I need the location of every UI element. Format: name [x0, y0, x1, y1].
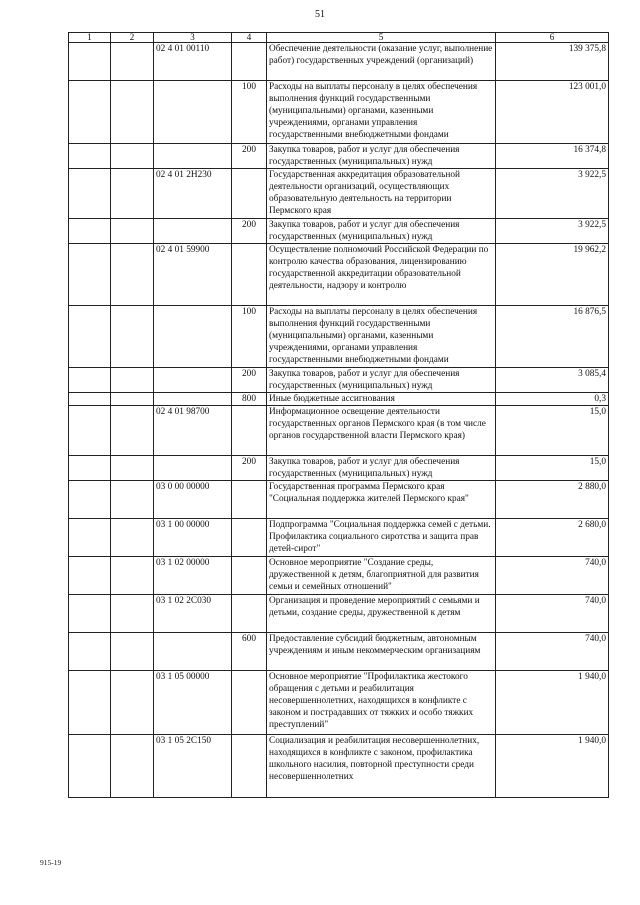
- cell-target-code: [154, 306, 232, 368]
- cell-col-1: [69, 43, 111, 81]
- cell-expense-type: [232, 43, 267, 81]
- cell-name: Расходы на выплаты персоналу в целях обеспечения выполнения функций государственными (муниципальными) органами, казенными учреждениями, органами управления государственными внебюджетными фондами: [267, 306, 496, 368]
- cell-col-1: [69, 735, 111, 798]
- cell-name: Закупка товаров, работ и услуг для обеспечения государственных (муниципальных) нужд: [267, 144, 496, 169]
- header-col-6: 6: [496, 33, 609, 43]
- cell-col-2: [111, 595, 154, 633]
- table-row: [69, 481, 609, 519]
- cell-col-2: [111, 671, 154, 735]
- header-row: [69, 33, 609, 43]
- cell-col-1: [69, 81, 111, 144]
- cell-name: Государственная аккредитация образовательной деятельности организаций, осуществляющих образовательную деятельность на территории Пермского края: [267, 169, 496, 219]
- cell-target-code: 03 0 00 00000: [154, 481, 232, 519]
- cell-amount: 1 940,0: [496, 735, 609, 798]
- cell-col-1: [69, 368, 111, 393]
- table-row: [69, 306, 609, 368]
- cell-amount: 740,0: [496, 557, 609, 595]
- table-row: [69, 393, 609, 406]
- cell-col-1: [69, 481, 111, 519]
- cell-amount: 1 940,0: [496, 671, 609, 735]
- cell-col-2: [111, 406, 154, 456]
- cell-amount: 139 375,8: [496, 43, 609, 81]
- table-row: [69, 81, 609, 144]
- cell-name: Предоставление субсидий бюджетным, автономным учреждениям и иным некоммерческим организациям: [267, 633, 496, 671]
- cell-col-2: [111, 393, 154, 406]
- cell-name: Основное мероприятие "Профилактика жестокого обращения с детьми и реабилитация несовершеннолетних, находящихся в конфликте с законом и пострадавших от тяжких и особо тяжких преступлений": [267, 671, 496, 735]
- cell-target-code: 02 4 01 2Н230: [154, 169, 232, 219]
- table-row: [69, 43, 609, 81]
- cell-col-1: [69, 633, 111, 671]
- cell-target-code: [154, 368, 232, 393]
- cell-col-2: [111, 633, 154, 671]
- cell-target-code: 02 4 01 00110: [154, 43, 232, 81]
- cell-target-code: 02 4 01 98700: [154, 406, 232, 456]
- header-col-4: 4: [232, 33, 267, 43]
- cell-expense-type: [232, 519, 267, 557]
- cell-expense-type: 100: [232, 81, 267, 144]
- cell-col-2: [111, 81, 154, 144]
- cell-col-2: [111, 456, 154, 481]
- cell-col-1: [69, 219, 111, 244]
- cell-col-2: [111, 735, 154, 798]
- cell-col-2: [111, 481, 154, 519]
- footer-code: 915-19: [40, 858, 62, 867]
- cell-name: Информационное освещение деятельности государственных органов Пермского края (в том числе органов государственной власти Пермского края): [267, 406, 496, 456]
- cell-col-1: [69, 456, 111, 481]
- table-row: [69, 633, 609, 671]
- cell-col-2: [111, 368, 154, 393]
- cell-col-1: [69, 244, 111, 306]
- cell-name: Государственная программа Пермского края "Социальная поддержка жителей Пермского края": [267, 481, 496, 519]
- cell-target-code: 02 4 01 59900: [154, 244, 232, 306]
- cell-name: Социализация и реабилитация несовершеннолетних, находящихся в конфликте с законом, профилактика школьного насилия, повторной преступности среди несовершеннолетних: [267, 735, 496, 798]
- cell-expense-type: [232, 595, 267, 633]
- table-row: [69, 456, 609, 481]
- cell-target-code: 03 1 02 00000: [154, 557, 232, 595]
- cell-amount: 15,0: [496, 406, 609, 456]
- cell-target-code: [154, 633, 232, 671]
- cell-expense-type: [232, 169, 267, 219]
- cell-col-1: [69, 406, 111, 456]
- cell-expense-type: 600: [232, 633, 267, 671]
- header-col-1: 1: [69, 33, 111, 43]
- cell-expense-type: [232, 671, 267, 735]
- cell-amount: 16 374,8: [496, 144, 609, 169]
- cell-expense-type: [232, 557, 267, 595]
- table-row: [69, 557, 609, 595]
- cell-col-2: [111, 144, 154, 169]
- cell-amount: 740,0: [496, 595, 609, 633]
- cell-col-2: [111, 169, 154, 219]
- cell-target-code: [154, 144, 232, 169]
- cell-amount: 2 880,0: [496, 481, 609, 519]
- cell-expense-type: 200: [232, 144, 267, 169]
- cell-expense-type: 200: [232, 456, 267, 481]
- cell-name: Расходы на выплаты персоналу в целях обеспечения выполнения функций государственными (муниципальными) органами, казенными учреждениями, органами управления государственными внебюджетными фондами: [267, 81, 496, 144]
- table-body: [69, 43, 609, 798]
- cell-name: Подпрограмма "Социальная поддержка семей с детьми. Профилактика социального сиротства и защита прав детей-сирот": [267, 519, 496, 557]
- cell-col-1: [69, 595, 111, 633]
- cell-amount: 16 876,5: [496, 306, 609, 368]
- cell-expense-type: [232, 406, 267, 456]
- cell-name: Основное мероприятие "Создание среды, дружественной к детям, благоприятной для развития семьи и семейных отношений": [267, 557, 496, 595]
- cell-target-code: [154, 219, 232, 244]
- cell-col-2: [111, 244, 154, 306]
- cell-col-1: [69, 144, 111, 169]
- cell-target-code: [154, 81, 232, 144]
- cell-amount: 740,0: [496, 633, 609, 671]
- cell-name: Иные бюджетные ассигнования: [267, 393, 496, 406]
- cell-name: Закупка товаров, работ и услуг для обеспечения государственных (муниципальных) нужд: [267, 368, 496, 393]
- table-row: [69, 169, 609, 219]
- cell-col-2: [111, 43, 154, 81]
- cell-col-2: [111, 557, 154, 595]
- cell-target-code: 03 1 00 00000: [154, 519, 232, 557]
- cell-target-code: 03 1 05 00000: [154, 671, 232, 735]
- cell-target-code: [154, 393, 232, 406]
- table-row: [69, 144, 609, 169]
- table-row: [69, 244, 609, 306]
- table-row: [69, 406, 609, 456]
- cell-expense-type: 200: [232, 368, 267, 393]
- cell-col-2: [111, 219, 154, 244]
- cell-col-1: [69, 557, 111, 595]
- cell-amount: 19 962,2: [496, 244, 609, 306]
- cell-amount: 0,3: [496, 393, 609, 406]
- header-col-3: 3: [154, 33, 232, 43]
- header-col-5: 5: [267, 33, 496, 43]
- cell-name: Организация и проведение мероприятий с семьями и детьми, создание среды, дружественной к детям: [267, 595, 496, 633]
- table-row: [69, 519, 609, 557]
- cell-col-1: [69, 519, 111, 557]
- cell-amount: 3 922,5: [496, 169, 609, 219]
- cell-col-1: [69, 393, 111, 406]
- cell-target-code: [154, 456, 232, 481]
- cell-amount: 3 085,4: [496, 368, 609, 393]
- cell-expense-type: [232, 244, 267, 306]
- cell-col-1: [69, 671, 111, 735]
- table-row: [69, 219, 609, 244]
- cell-col-1: [69, 169, 111, 219]
- cell-amount: 15,0: [496, 456, 609, 481]
- page-number: 51: [315, 9, 325, 20]
- cell-amount: 3 922,5: [496, 219, 609, 244]
- cell-target-code: 03 1 05 2С150: [154, 735, 232, 798]
- header-col-2: 2: [111, 33, 154, 43]
- cell-amount: 123 001,0: [496, 81, 609, 144]
- cell-col-2: [111, 519, 154, 557]
- cell-expense-type: 100: [232, 306, 267, 368]
- cell-name: Осуществление полномочий Российской Федерации по контролю качества образования, лицензированию государственной аккредитации образовательной деятельности, надзору и контролю: [267, 244, 496, 306]
- cell-expense-type: 200: [232, 219, 267, 244]
- table-row: [69, 735, 609, 798]
- cell-expense-type: 800: [232, 393, 267, 406]
- cell-name: Закупка товаров, работ и услуг для обеспечения государственных (муниципальных) нужд: [267, 219, 496, 244]
- cell-expense-type: [232, 735, 267, 798]
- cell-expense-type: [232, 481, 267, 519]
- cell-target-code: 03 1 02 2С030: [154, 595, 232, 633]
- cell-col-2: [111, 306, 154, 368]
- table-row: [69, 671, 609, 735]
- cell-name: Обеспечение деятельности (оказание услуг, выполнение работ) государственных учреждений (организаций): [267, 43, 496, 81]
- table-row: [69, 368, 609, 393]
- cell-col-1: [69, 306, 111, 368]
- table-row: [69, 595, 609, 633]
- budget-table: [68, 32, 609, 798]
- cell-amount: 2 680,0: [496, 519, 609, 557]
- cell-name: Закупка товаров, работ и услуг для обеспечения государственных (муниципальных) нужд: [267, 456, 496, 481]
